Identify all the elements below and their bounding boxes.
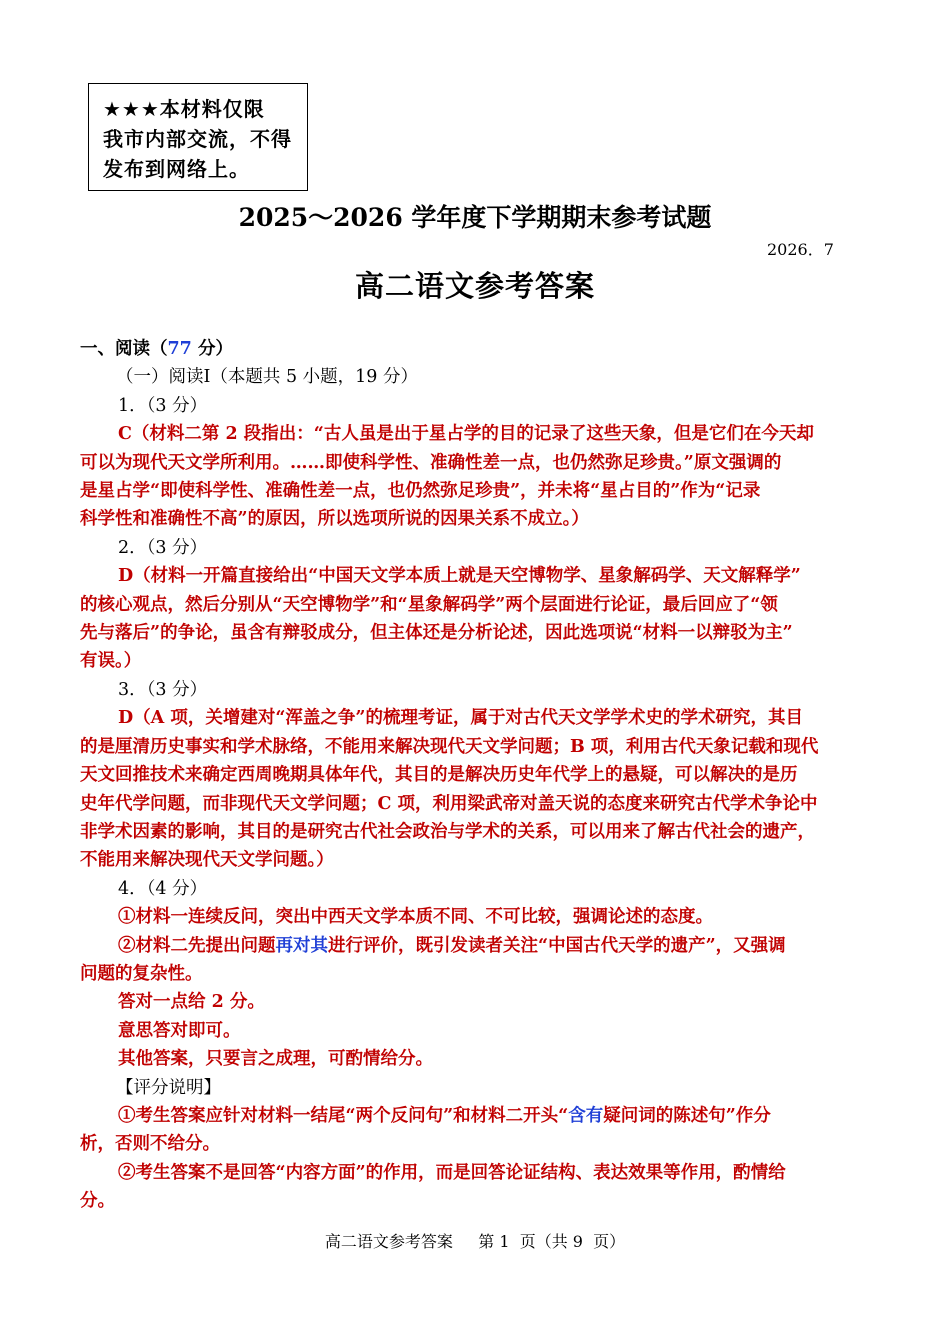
document-title: 高二语文参考答案	[354, 269, 595, 303]
section-heading-suffix: 分）	[191, 339, 233, 359]
point-2-text: ②材料二先提出问题	[118, 935, 276, 956]
question-1-answer-line: 科学性和准确性不高”的原因，所以选项所说的因果关系不成立。）	[80, 509, 589, 530]
question-3-label: 3．（3 分）	[118, 679, 208, 700]
question-3-answer-line: 史年代学问题，而非现代天文学问题；C 项，利用梁武帝对盖天说的态度来研究古代学术争论中	[80, 793, 818, 814]
point-2-highlight: 再对其	[275, 935, 328, 956]
question-1-answer-line: 是星占学“即使科学性、准确性差一点，也仍然弥足珍贵”，并未将“星占目的”作为“记录	[80, 481, 761, 502]
eval-highlight: 含有	[568, 1105, 604, 1126]
evaluation-note-2: ②考生答案不是回答“内容方面”的作用，而是回答论证结构、表达效果等作用，酌情给	[118, 1162, 786, 1183]
question-4-label: 4．（4 分）	[118, 878, 208, 899]
question-2-answer-line: 先与落后”的争论，虽含有辩驳成分，但主体还是分析论述，因此选项说“材料一以辩驳为主”	[80, 623, 793, 644]
question-3-answer-line: 的是厘清历史事实和学术脉络，不能用来解决现代天文学问题；B 项，利用古代天象记载和现代	[80, 736, 819, 757]
section-score: 77	[167, 339, 192, 359]
question-2-label: 2．（3 分）	[118, 537, 208, 558]
question-2-answer-line: D（材料一开篇直接给出“中国天文学本质上就是天空博物学、星象解码学、天文解释学”	[118, 566, 801, 587]
page-footer: 高二语文参考答案 第 1 页（共 9 页）	[324, 1232, 626, 1251]
question-4-point-1: ①材料一连续反问，突出中西天文学本质不同、不可比较，强调论述的态度。	[118, 907, 713, 928]
sub-section-heading: （一）阅读Ⅰ（本题共 5 小题，19 分）	[116, 367, 419, 388]
question-2-answer-line: 的核心观点，然后分别从“天空博物学”和“星象解码学”两个层面进行论证，最后回应了“领	[80, 594, 778, 615]
section-heading	[80, 335, 880, 363]
notice-line: 我市内部交流，不得	[103, 127, 292, 151]
notice-line: 发布到网络上。	[103, 157, 250, 181]
point-2-text: 进行评价，既引发读者关注“中国古代天学的遗产”，又强调	[328, 935, 786, 956]
question-3-answer-line: 非学术因素的影响，其目的是研究古代社会政治与学术的关系，可以用来了解古代社会的遗产，	[80, 821, 815, 842]
eval-text: ①考生答案应针对材料一结尾“两个反问句”和材料二开头“	[118, 1105, 569, 1126]
section-heading-prefix: 一、阅读（	[80, 339, 168, 359]
exam-date: 2026．7	[767, 240, 834, 259]
question-1-answer-line: 可以为现代天文学所利用。……即使科学性、准确性差一点，也仍然弥足珍贵。”原文强调的	[80, 452, 782, 473]
notice-line: ★★★本材料仅限	[103, 97, 265, 121]
question-4-point-2-continued: 问题的复杂性。	[80, 963, 203, 984]
question-3-answer-line: 不能用来解决现代天文学问题。）	[80, 850, 334, 871]
eval-text: 疑问词的陈述句”作分	[603, 1105, 771, 1126]
question-1-answer-line: C（材料二第 2 段指出：“古人虽是出于星占学的目的记录了这些天象，但是它们在今天却	[118, 424, 814, 445]
question-1-label: 1．（3 分）	[118, 395, 208, 416]
notice-box	[88, 83, 308, 191]
evaluation-note-2-continued: 分。	[80, 1191, 115, 1212]
answer-content	[80, 335, 880, 1216]
question-2-answer-line: 有误。）	[80, 651, 142, 672]
question-3-answer-line: D（A 项，关增建对“浑盖之争”的梳理考证，属于对古代天文学学术史的学术研究，其目	[118, 708, 803, 729]
scoring-rule: 答对一点给 2 分。	[118, 992, 265, 1013]
scoring-rule: 意思答对即可。	[118, 1020, 241, 1041]
exam-title: 2025～2026 学年度下学期期末参考试题	[238, 203, 712, 232]
scoring-rule: 其他答案，只要言之成理，可酌情给分。	[118, 1049, 433, 1070]
question-3-answer-line: 天文回推技术来确定西周晚期具体年代，其目的是解决历史年代学上的悬疑，可以解决的是历	[80, 765, 798, 786]
evaluation-note-1	[80, 1102, 880, 1130]
evaluation-heading: 【评分说明】	[116, 1077, 221, 1098]
question-4-point-2	[80, 932, 880, 960]
evaluation-note-1-continued: 析，否则不给分。	[80, 1134, 220, 1155]
